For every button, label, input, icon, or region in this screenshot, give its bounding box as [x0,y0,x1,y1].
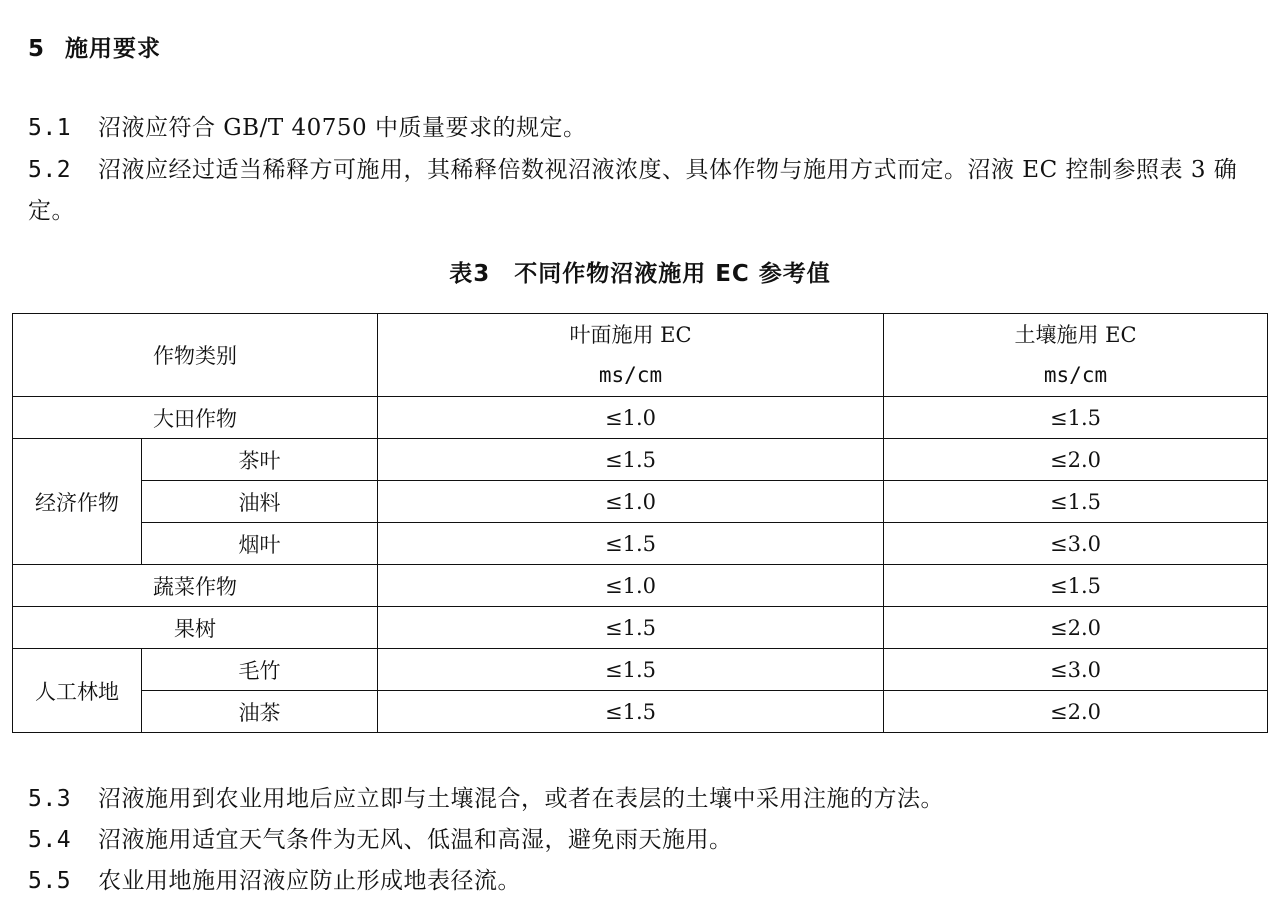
crop-cell: 毛竹 [142,649,378,691]
foliar-ec-cell: ≤1.5 [378,649,884,691]
soil-ec-cell: ≤1.5 [884,481,1268,523]
foliar-ec-cell: ≤1.0 [378,481,884,523]
table-row [13,439,1268,481]
foliar-ec-cell: ≤1.5 [378,691,884,733]
foliar-ec-cell: ≤1.5 [378,523,884,565]
header-foliar-label: 叶面施用 EC [569,323,692,347]
soil-ec-cell: ≤3.0 [884,523,1268,565]
clause-5-1 [28,108,1256,149]
table-caption: 表3 不同作物沼液施用 EC 参考值 [449,261,831,287]
table-row [13,523,1268,565]
group-cell: 经济作物 [13,439,142,565]
clause-5-4 [28,820,1256,861]
soil-ec-cell: ≤2.0 [884,691,1268,733]
header-soil [884,314,1268,397]
soil-ec-cell: ≤2.0 [884,439,1268,481]
section-title: 施用要求 [65,36,162,62]
clause-text: 沼液施用适宜天气条件为无风、低温和高湿，避免雨天施用。 [98,827,733,853]
table-row [13,607,1268,649]
crop-cell: 大田作物 [13,397,378,439]
crop-cell: 油茶 [142,691,378,733]
section-heading [28,30,161,63]
group-cell: 人工林地 [13,649,142,733]
clause-text: 沼液应经过适当稀释方可施用，其稀释倍数视沼液浓度、具体作物与施用方式而定。沼液 EC 控制参照表 3 确定。 [28,157,1238,224]
clause-number: 5.5 [28,868,72,894]
soil-ec-cell: ≤3.0 [884,649,1268,691]
soil-ec-cell: ≤1.5 [884,397,1268,439]
table-row [13,691,1268,733]
ec-reference-table [12,313,1268,733]
table-row [13,397,1268,439]
clause-number: 5.1 [28,115,72,141]
header-foliar-unit: ms/cm [598,363,663,387]
table-row [13,649,1268,691]
clause-5-5 [28,861,1256,902]
clause-5-2 [28,150,1256,232]
crop-cell: 蔬菜作物 [13,565,378,607]
foliar-ec-cell: ≤1.0 [378,565,884,607]
clause-number: 5.4 [28,827,72,853]
foliar-ec-cell: ≤1.5 [378,439,884,481]
crop-cell: 茶叶 [142,439,378,481]
table-row [13,481,1268,523]
crop-cell: 烟叶 [142,523,378,565]
table-header-row [13,314,1268,397]
clause-5-3 [28,779,1256,820]
clause-text: 沼液施用到农业用地后应立即与土壤混合，或者在表层的土壤中采用注施的方法。 [98,786,944,812]
soil-ec-cell: ≤1.5 [884,565,1268,607]
clause-text: 沼液应符合 GB/T 40750 中质量要求的规定。 [98,115,587,141]
clause-text: 农业用地施用沼液应防止形成地表径流。 [98,868,521,894]
table-row [13,565,1268,607]
foliar-ec-cell: ≤1.0 [378,397,884,439]
crop-cell: 油料 [142,481,378,523]
section-number: 5 [28,36,46,62]
header-category: 作物类别 [13,314,378,397]
soil-ec-cell: ≤2.0 [884,607,1268,649]
header-soil-label: 土壤施用 EC [1014,323,1137,347]
foliar-ec-cell: ≤1.5 [378,607,884,649]
crop-cell: 果树 [13,607,378,649]
clause-number: 5.3 [28,786,72,812]
header-soil-unit: ms/cm [1043,363,1108,387]
header-foliar [378,314,884,397]
clause-number: 5.2 [28,157,72,183]
